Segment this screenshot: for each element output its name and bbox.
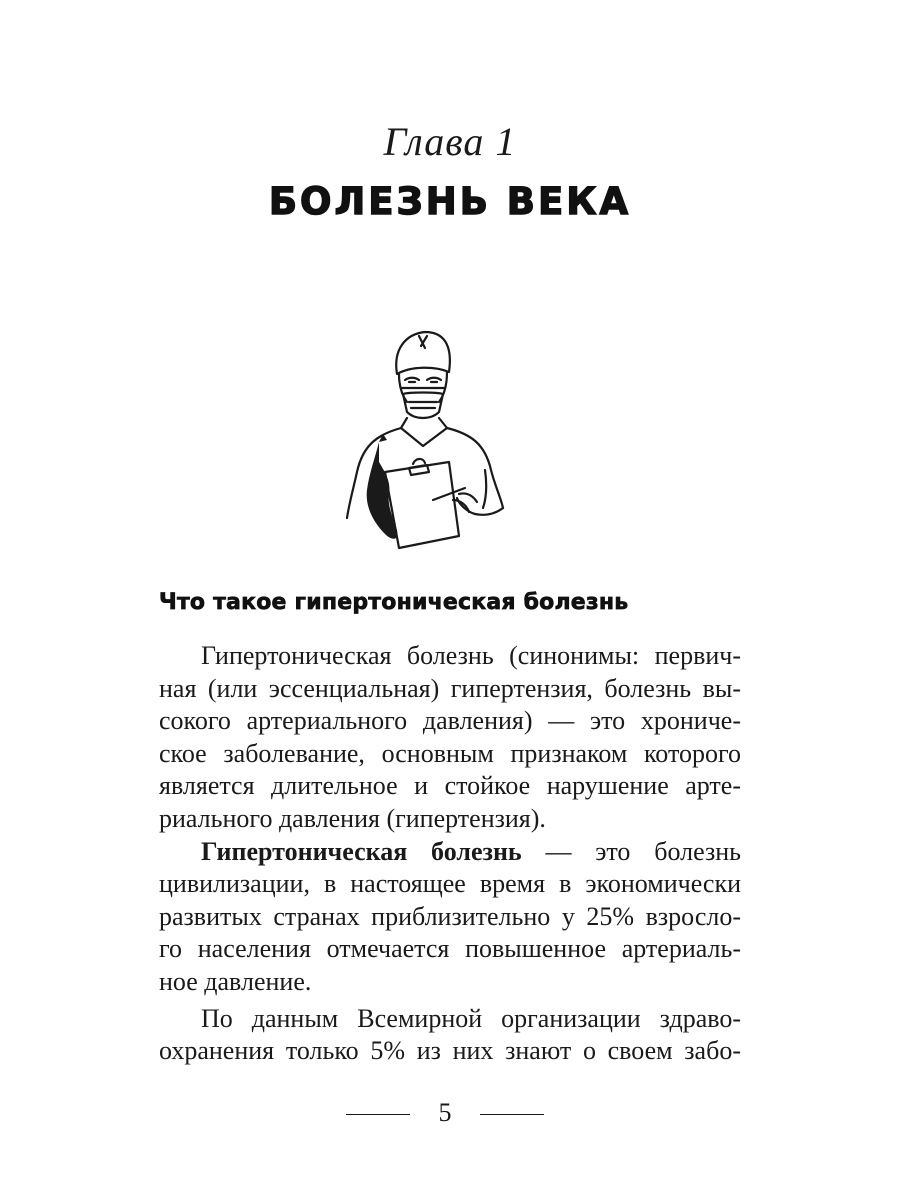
body-line-rest: — это болезнь — [521, 836, 741, 866]
body-line: ское заболевание, основным признаком которого — [159, 738, 741, 768]
body-line: Гипертоническая болезнь (синонимы: первич- — [201, 641, 741, 670]
body-line: риального давления (гипертензия). — [159, 803, 546, 833]
body-line: сокого артериального давления) — это хрониче- — [159, 706, 741, 736]
bold-term: Гипертоническая болезнь — [201, 836, 522, 866]
section-heading: Что такое гипертоническая болезнь — [159, 590, 629, 615]
body-line: ное давление. — [159, 966, 312, 996]
page-number: 5 — [438, 1098, 452, 1127]
footer-rule-left — [346, 1114, 410, 1115]
page-footer — [0, 1098, 900, 1134]
footer-rule-right — [480, 1114, 544, 1115]
body-line: охранения только 5% из них знают о своем забо- — [159, 1036, 741, 1066]
body-line: развитых странах приблизительно у 25% взросло- — [159, 901, 741, 931]
chapter-title: БОЛЕЗНЬ ВЕКА — [268, 180, 632, 223]
body-line: является длительное и стойкое нарушение арте- — [159, 771, 741, 801]
body-line: цивилизации, в настоящее время в экономически — [159, 869, 741, 899]
doctor-with-clipboard-icon — [335, 322, 515, 552]
body-text — [159, 640, 741, 1068]
body-line: По данным Всемирной организации здраво- — [201, 1003, 741, 1033]
body-line — [159, 836, 741, 869]
body-line: го населения отмечается повышенное артериаль- — [159, 934, 741, 964]
body-line: ная (или эссенциальная) гипертензия, болезнь вы- — [159, 673, 741, 703]
chapter-label: Глава 1 — [383, 119, 517, 164]
